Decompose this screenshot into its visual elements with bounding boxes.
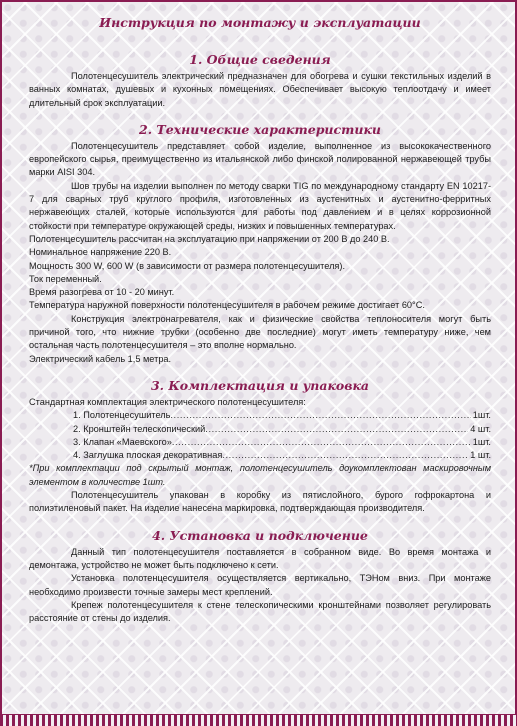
leader-dots <box>172 436 471 449</box>
item-quantity: 1шт. <box>472 410 491 421</box>
item-quantity: 4 шт. <box>470 423 491 434</box>
package-note: *При комплектации под скрытый монтаж, полотенцесушитель доукомплектован маскировочным элементом в количестве 1шт. <box>29 463 491 487</box>
item-quantity: 1шт. <box>472 436 491 447</box>
item-label: 4. Заглушка плоская декоративная <box>73 450 223 461</box>
item-label: 3. Клапан «Маевского» <box>73 436 172 447</box>
package-list <box>29 409 491 462</box>
item-quantity: 1 шт. <box>470 450 491 461</box>
paragraph: Крепеж полотенцесушителя к стене телескопическими кронштейнами позволяет регулировать расстояние от стены до изделия. <box>29 599 491 624</box>
section-install <box>29 526 491 626</box>
section-package <box>29 376 491 516</box>
leader-dots <box>205 423 468 436</box>
section-specs <box>29 120 491 366</box>
leader-dots <box>170 409 470 422</box>
leader-dots <box>222 449 468 462</box>
list-item <box>29 436 491 449</box>
spec-line: Мощность 300 W, 600 W (в зависимости от размера полотенцесушителя). <box>29 260 346 271</box>
spec-line: Полотенцесушитель рассчитан на эксплуатацию при напряжении от 200 В до 240 В. <box>29 233 390 244</box>
list-item <box>29 423 491 436</box>
paragraph: Полотенцесушитель упакован в коробку из пятислойного, бурого гофрокартона и полиэтиленовый пакет. На изделие нанесена маркировка, подтверждающая производителя. <box>29 490 491 514</box>
section-heading-install: 4. Установка и подключение <box>152 527 368 543</box>
section-heading-specs: 2. Технические характеристики <box>139 121 381 137</box>
spec-line: Температура наружной поверхности полотенцесушителя в рабочем режиме достигает 60°С. <box>29 300 425 311</box>
paragraph: Конструкция электронагревателя, как и физические свойства теплоносителя могут быть причиной того, что нижние трубки (особенно две последние) могут иметь температуру ниже, чем остальная часть полотенцесушителя – это вполне нормально. <box>29 313 491 351</box>
item-label: 2. Кронштейн телескопический <box>73 423 206 434</box>
paragraph: Полотенцесушитель электрический предназначен для обогрева и сушки текстильных изделий в ванных комнатах, душевых и кухонных помещениях. Обеспечивает высокую теплоотдачу и имеет длительный срок эксплуатации. <box>29 71 491 108</box>
spec-line: Электрический кабель 1,5 метра. <box>29 353 172 364</box>
decorative-greek-border <box>0 714 517 726</box>
document-title: Инструкция по монтажу и эксплуатации <box>99 15 421 30</box>
paragraph: Полотенцесушитель представляет собой изделие, выполненное из высококачественного европейского сырья, преимущественно из итальянской либо финской полированной нержавеющей трубы марки AISI 304. <box>29 140 491 178</box>
spec-line: Ток переменный. <box>29 273 102 284</box>
item-label: 1. Полотенцесушитель <box>73 410 171 421</box>
list-item <box>29 449 491 462</box>
package-intro: Стандартная комплектация электрического полотенцесушителя: <box>29 396 306 407</box>
spec-line: Номинальное напряжение 220 В. <box>29 247 172 258</box>
document-body <box>29 10 491 625</box>
spec-line: Время разогрева от 10 - 20 минут. <box>29 287 175 298</box>
paragraph: Шов трубы на изделии выполнен по методу сварки TIG по международному стандарту EN 10217-7 для сварных труб круглого профиля, изготовленных из аустенитных и аустенитно-ферритных нержавеющих сталей, которые используются для работы под давлением и в целях коррозионной стойкости при температуре окружающей среды, низких и повышенных температурах. <box>29 180 491 231</box>
section-heading-general: 1. Общие сведения <box>189 52 331 67</box>
list-item <box>29 409 491 422</box>
section-general <box>29 50 491 110</box>
section-heading-package: 3. Комплектация и упаковка <box>150 377 370 393</box>
paragraph: Установка полотенцесушителя осуществляется вертикально, ТЭНом вниз. При монтаже необходимо произвести точные замеры мест креплений. <box>29 573 491 597</box>
paragraph: Данный тип полотенцесушителя поставляется в собранном виде. Во время монтажа и демонтажа, устройство не может быть подключено к сети. <box>29 546 491 570</box>
